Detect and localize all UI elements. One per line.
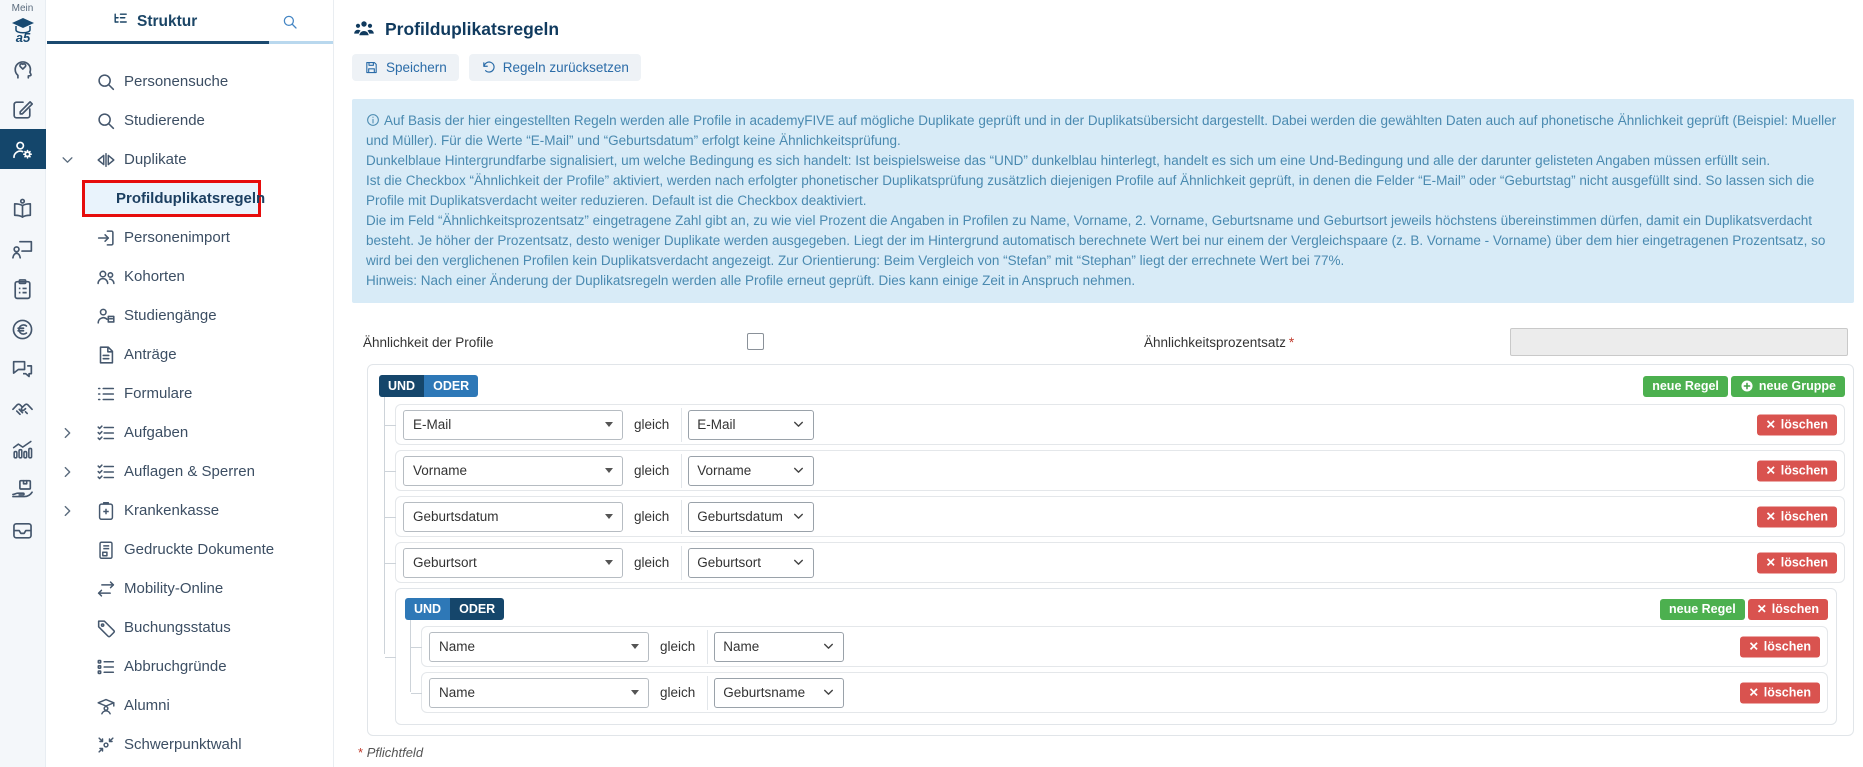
sidebar-item-gedruckte-dokumente[interactable]: Gedruckte Dokumente — [46, 530, 333, 569]
edit-icon[interactable] — [0, 89, 46, 129]
required-field-note: * Pflichtfeld — [358, 745, 424, 760]
caret-down-icon — [605, 422, 613, 427]
icon-rail — [0, 0, 46, 767]
statistics-icon[interactable] — [0, 429, 46, 469]
chevron-right-icon[interactable] — [60, 503, 75, 518]
similarity-form-row — [352, 328, 1854, 358]
right-field-select[interactable]: Name — [714, 632, 844, 662]
rule-row-name-name — [421, 626, 1828, 667]
percentage-label: Ähnlichkeitsprozentsatz * — [1144, 335, 1295, 350]
compare-icon — [95, 149, 117, 171]
focus-arrows-icon — [95, 734, 117, 756]
page-header — [352, 17, 1854, 41]
x-icon: ✕ — [1748, 685, 1759, 699]
delete-rule-button[interactable]: ✕ löschen — [1757, 460, 1837, 481]
operator-label: gleich — [660, 639, 696, 654]
sidebar-menu — [46, 44, 333, 764]
nested-group-body — [410, 626, 1828, 713]
x-icon: ✕ — [1748, 639, 1759, 653]
new-rule-button[interactable]: neue Regel — [1660, 599, 1745, 620]
delete-rule-button[interactable]: ✕ löschen — [1740, 682, 1820, 703]
chevron-down-icon[interactable] — [60, 152, 75, 167]
page-title: Profilduplikatsregeln — [385, 18, 560, 39]
similarity-checkbox[interactable] — [747, 333, 764, 350]
sidebar-header — [46, 0, 333, 44]
delete-rule-button[interactable]: ✕ löschen — [1757, 414, 1837, 435]
sidebar-item-aufgaben[interactable]: Aufgaben — [46, 413, 333, 452]
tree-icon — [112, 11, 129, 33]
required-asterisk: * — [358, 745, 364, 760]
study-programs-icon — [95, 305, 117, 327]
person-settings-icon[interactable] — [0, 129, 46, 169]
sidebar-item-mobility-online[interactable]: Mobility-Online — [46, 569, 333, 608]
sidebar-item-personenimport[interactable]: Personenimport — [46, 218, 333, 257]
nested-group-actions — [1660, 599, 1828, 620]
sidebar-item-auflagen-sperren[interactable]: Auflagen & Sperren — [46, 452, 333, 491]
tag-icon — [95, 617, 117, 639]
divider — [681, 408, 682, 442]
save-icon — [364, 60, 379, 75]
chevron-right-icon[interactable] — [60, 464, 75, 479]
and-or-toggle — [405, 598, 504, 620]
new-group-button[interactable]: neue Gruppe — [1731, 376, 1845, 397]
alumni-cap-icon — [95, 695, 117, 717]
delete-rule-button[interactable]: ✕ löschen — [1757, 552, 1837, 573]
sidebar-item-studiengaenge[interactable]: Studiengänge — [46, 296, 333, 335]
checklist-icon — [95, 422, 117, 444]
toolbar — [352, 54, 1854, 81]
form-list-icon — [95, 383, 117, 405]
info-line: Hinweis: Nach einer Änderung der Duplikatsregeln werden alle Profile erneut geprüft. Dies kann einige Zeit in Anspruch nehmen. — [366, 273, 1136, 288]
caret-down-icon — [605, 514, 613, 519]
similarity-label: Ähnlichkeit der Profile — [363, 335, 494, 350]
right-field-select[interactable]: Geburtsname — [714, 678, 844, 708]
search-icon[interactable] — [281, 13, 299, 31]
delivery-icon[interactable] — [0, 469, 46, 509]
search-icon — [95, 71, 117, 93]
checklist-icon — [95, 461, 117, 483]
sidebar-item-kohorten[interactable]: Kohorten — [46, 257, 333, 296]
sidebar-title: Struktur — [137, 13, 198, 30]
operator-label: gleich — [634, 463, 670, 478]
main-content — [334, 0, 1863, 767]
outer-group-actions — [1643, 376, 1845, 397]
study-book-icon[interactable] — [0, 189, 46, 229]
left-field-dropdown[interactable]: Name — [429, 678, 649, 708]
required-asterisk: * — [1288, 335, 1295, 350]
plus-circle-icon — [1740, 379, 1754, 393]
info-line: Auf Basis der hier eingestellten Regeln werden alle Profile in academyFIVE auf mögliche Duplikate geprüft und in der Duplikatsübersicht dargestellt. Dabei werden die gewählten Daten auch auf phonetische Ähnlichkeit geprüft (Beispiel: Mueller und Müller). Für die Werte “E-Mail” und “Geburtsdatum” erfolgt keine Ähnlichkeitsprüfung. — [366, 113, 1837, 148]
right-field-select[interactable]: E-Mail — [688, 410, 814, 440]
chevron-down-icon — [792, 418, 805, 431]
divider — [707, 630, 708, 664]
import-icon — [95, 227, 117, 249]
chevron-down-icon — [822, 640, 835, 653]
outer-group-body — [384, 404, 1845, 725]
inbox-icon[interactable] — [0, 509, 46, 549]
info-box — [352, 99, 1854, 303]
caret-down-icon — [605, 468, 613, 473]
sidebar-item-duplikate[interactable]: Duplikate — [46, 140, 333, 179]
chevron-down-icon — [792, 556, 805, 569]
users-icon — [352, 17, 376, 41]
counseling-icon[interactable] — [0, 49, 46, 89]
divider — [707, 676, 708, 710]
chevron-right-icon[interactable] — [60, 425, 75, 440]
and-button[interactable]: UND — [379, 375, 424, 397]
sidebar-item-krankenkasse[interactable]: Krankenkasse — [46, 491, 333, 530]
left-field-dropdown[interactable]: E-Mail — [403, 410, 623, 440]
operator-label: gleich — [634, 509, 670, 524]
left-field-dropdown[interactable]: Geburtsdatum — [403, 502, 623, 532]
left-field-dropdown[interactable]: Name — [429, 632, 649, 662]
left-field-dropdown[interactable]: Vorname — [403, 456, 623, 486]
x-icon: ✕ — [1765, 417, 1776, 431]
sidebar-item-formulare[interactable]: Formulare — [46, 374, 333, 413]
rule-row-vorname — [395, 450, 1845, 491]
messages-icon[interactable] — [0, 349, 46, 389]
sidebar-item-antraege[interactable]: Anträge — [46, 335, 333, 374]
delete-group-button[interactable]: ✕ löschen — [1748, 599, 1828, 620]
reset-rules-button[interactable]: Regeln zurücksetzen — [469, 54, 641, 81]
sidebar-item-buchungsstatus[interactable]: Buchungsstatus — [46, 608, 333, 647]
info-line: Die im Feld “Ähnlichkeitsprozentsatz” eingetragene Zahl gibt an, zu wie viel Prozent die Angaben in Profilen zu Name, Vorname, 2. Vorname, Geburtsname und Geburtsort jeweils höchstens übereinstimmen dürfen, damit ein Duplikatsverdacht besteht. Je höher der Prozentsatz, desto weniger Duplikate werden ausgegeben. Liegt der im Hintergrund automatisch berechnete Wert bei nur einem der Vergleichspaare (z. B. Vorname - Vorname) über dem hier eingetragenen Prozentsatz, so wird bei den verglichenen Profilen kein Duplikatsverdacht angezeigt. Zur Orientierung: Beim Vergleich von “Stefan” mit “Stephan” liegt der errechnete Wert bei 77%. — [366, 213, 1826, 268]
operator-label: gleich — [660, 685, 696, 700]
training-icon[interactable] — [0, 229, 46, 269]
undo-icon — [481, 60, 496, 75]
rule-row-name-geburtsname — [421, 672, 1828, 713]
tab-struktur[interactable] — [112, 11, 197, 33]
document-icon — [95, 344, 117, 366]
right-field-select[interactable]: Geburtsort — [688, 548, 814, 578]
right-field-select[interactable]: Vorname — [688, 456, 814, 486]
x-icon: ✕ — [1765, 463, 1776, 477]
bullet-list-icon — [95, 656, 117, 678]
info-line: Dunkelblaue Hintergrundfarbe signalisiert, um welche Bedingung es sich handelt: Ist beispielsweise das “UND” dunkelblau hinterlegt, handelt es sich um eine Und-Bedingung und alle der darunter gelisteten Angaben müssen erfüllt sein. — [366, 153, 1771, 168]
rule-row-email — [395, 404, 1845, 445]
new-rule-button[interactable]: neue Regel — [1643, 376, 1728, 397]
save-button[interactable]: Speichern — [352, 54, 459, 81]
search-icon — [95, 110, 117, 132]
selected-item-highlight-box[interactable]: Profilduplikatsregeln — [82, 180, 261, 217]
caret-down-icon — [631, 690, 639, 695]
tab-underline — [269, 41, 333, 44]
sidebar — [46, 0, 334, 767]
sidebar-item-profilduplikatsregeln[interactable] — [46, 179, 333, 218]
chevron-down-icon — [792, 510, 805, 523]
sidebar-item-studierende[interactable]: Studierende — [46, 101, 333, 140]
similarity-percentage-input[interactable] — [1510, 328, 1848, 356]
rule-row-geburtsort — [395, 542, 1845, 583]
divider — [681, 500, 682, 534]
sidebar-item-alumni[interactable]: Alumni — [46, 686, 333, 725]
people-icon — [95, 266, 117, 288]
caret-down-icon — [605, 560, 613, 565]
info-line: Ist die Checkbox “Ähnlichkeit der Profile” aktiviert, werden nach erfolgter phonetischer Duplikatsprüfung zusätzlich diejenigen Profile auf Ähnlichkeit geprüft, in denen die Felder “E-Mail” oder “Geburtstag” nicht ausgefüllt sind. So lassen sich die Profile mit Duplikatsverdacht weiter reduzieren. Default ist die Checkbox deaktiviert. — [366, 173, 1815, 208]
caret-down-icon — [631, 644, 639, 649]
printed-document-icon — [95, 539, 117, 561]
transfer-arrows-icon — [95, 578, 117, 600]
nested-group-header — [405, 598, 1828, 620]
x-icon: ✕ — [1765, 509, 1776, 523]
handshake-icon[interactable] — [0, 389, 46, 429]
left-field-dropdown[interactable]: Geburtsort — [403, 548, 623, 578]
delete-rule-button[interactable]: ✕ löschen — [1757, 506, 1837, 527]
right-field-select[interactable]: Geburtsdatum — [688, 502, 814, 532]
svg-text:a5: a5 — [15, 30, 30, 45]
operator-label: gleich — [634, 417, 670, 432]
and-or-toggle — [379, 375, 478, 397]
rule-row-geburtsdatum — [395, 496, 1845, 537]
outer-group-header — [379, 375, 1845, 397]
sidebar-item-personensuche[interactable]: Personensuche — [46, 62, 333, 101]
rule-group-nested — [395, 588, 1837, 725]
divider — [681, 454, 682, 488]
and-button[interactable]: UND — [405, 598, 450, 620]
operator-label: gleich — [634, 555, 670, 570]
active-tab-underline — [47, 41, 269, 44]
chevron-down-icon — [792, 464, 805, 477]
sidebar-item-schwerpunktwahl[interactable]: Schwerpunktwahl — [46, 725, 333, 764]
sidebar-item-abbruchgruende[interactable]: Abbruchgründe — [46, 647, 333, 686]
euro-icon[interactable] — [0, 309, 46, 349]
clipboard-icon[interactable] — [0, 269, 46, 309]
or-button[interactable]: ODER — [450, 598, 504, 620]
info-icon — [366, 113, 380, 127]
x-icon: ✕ — [1756, 601, 1767, 616]
x-icon: ✕ — [1765, 555, 1776, 569]
divider — [681, 546, 682, 580]
academyfive-logo-icon[interactable] — [6, 15, 40, 45]
rule-group-outer — [367, 364, 1854, 736]
health-clipboard-icon — [95, 500, 117, 522]
delete-rule-button[interactable]: ✕ löschen — [1740, 636, 1820, 657]
rail-mein-label: Mein — [11, 3, 34, 14]
or-button[interactable]: ODER — [424, 375, 478, 397]
chevron-down-icon — [822, 686, 835, 699]
